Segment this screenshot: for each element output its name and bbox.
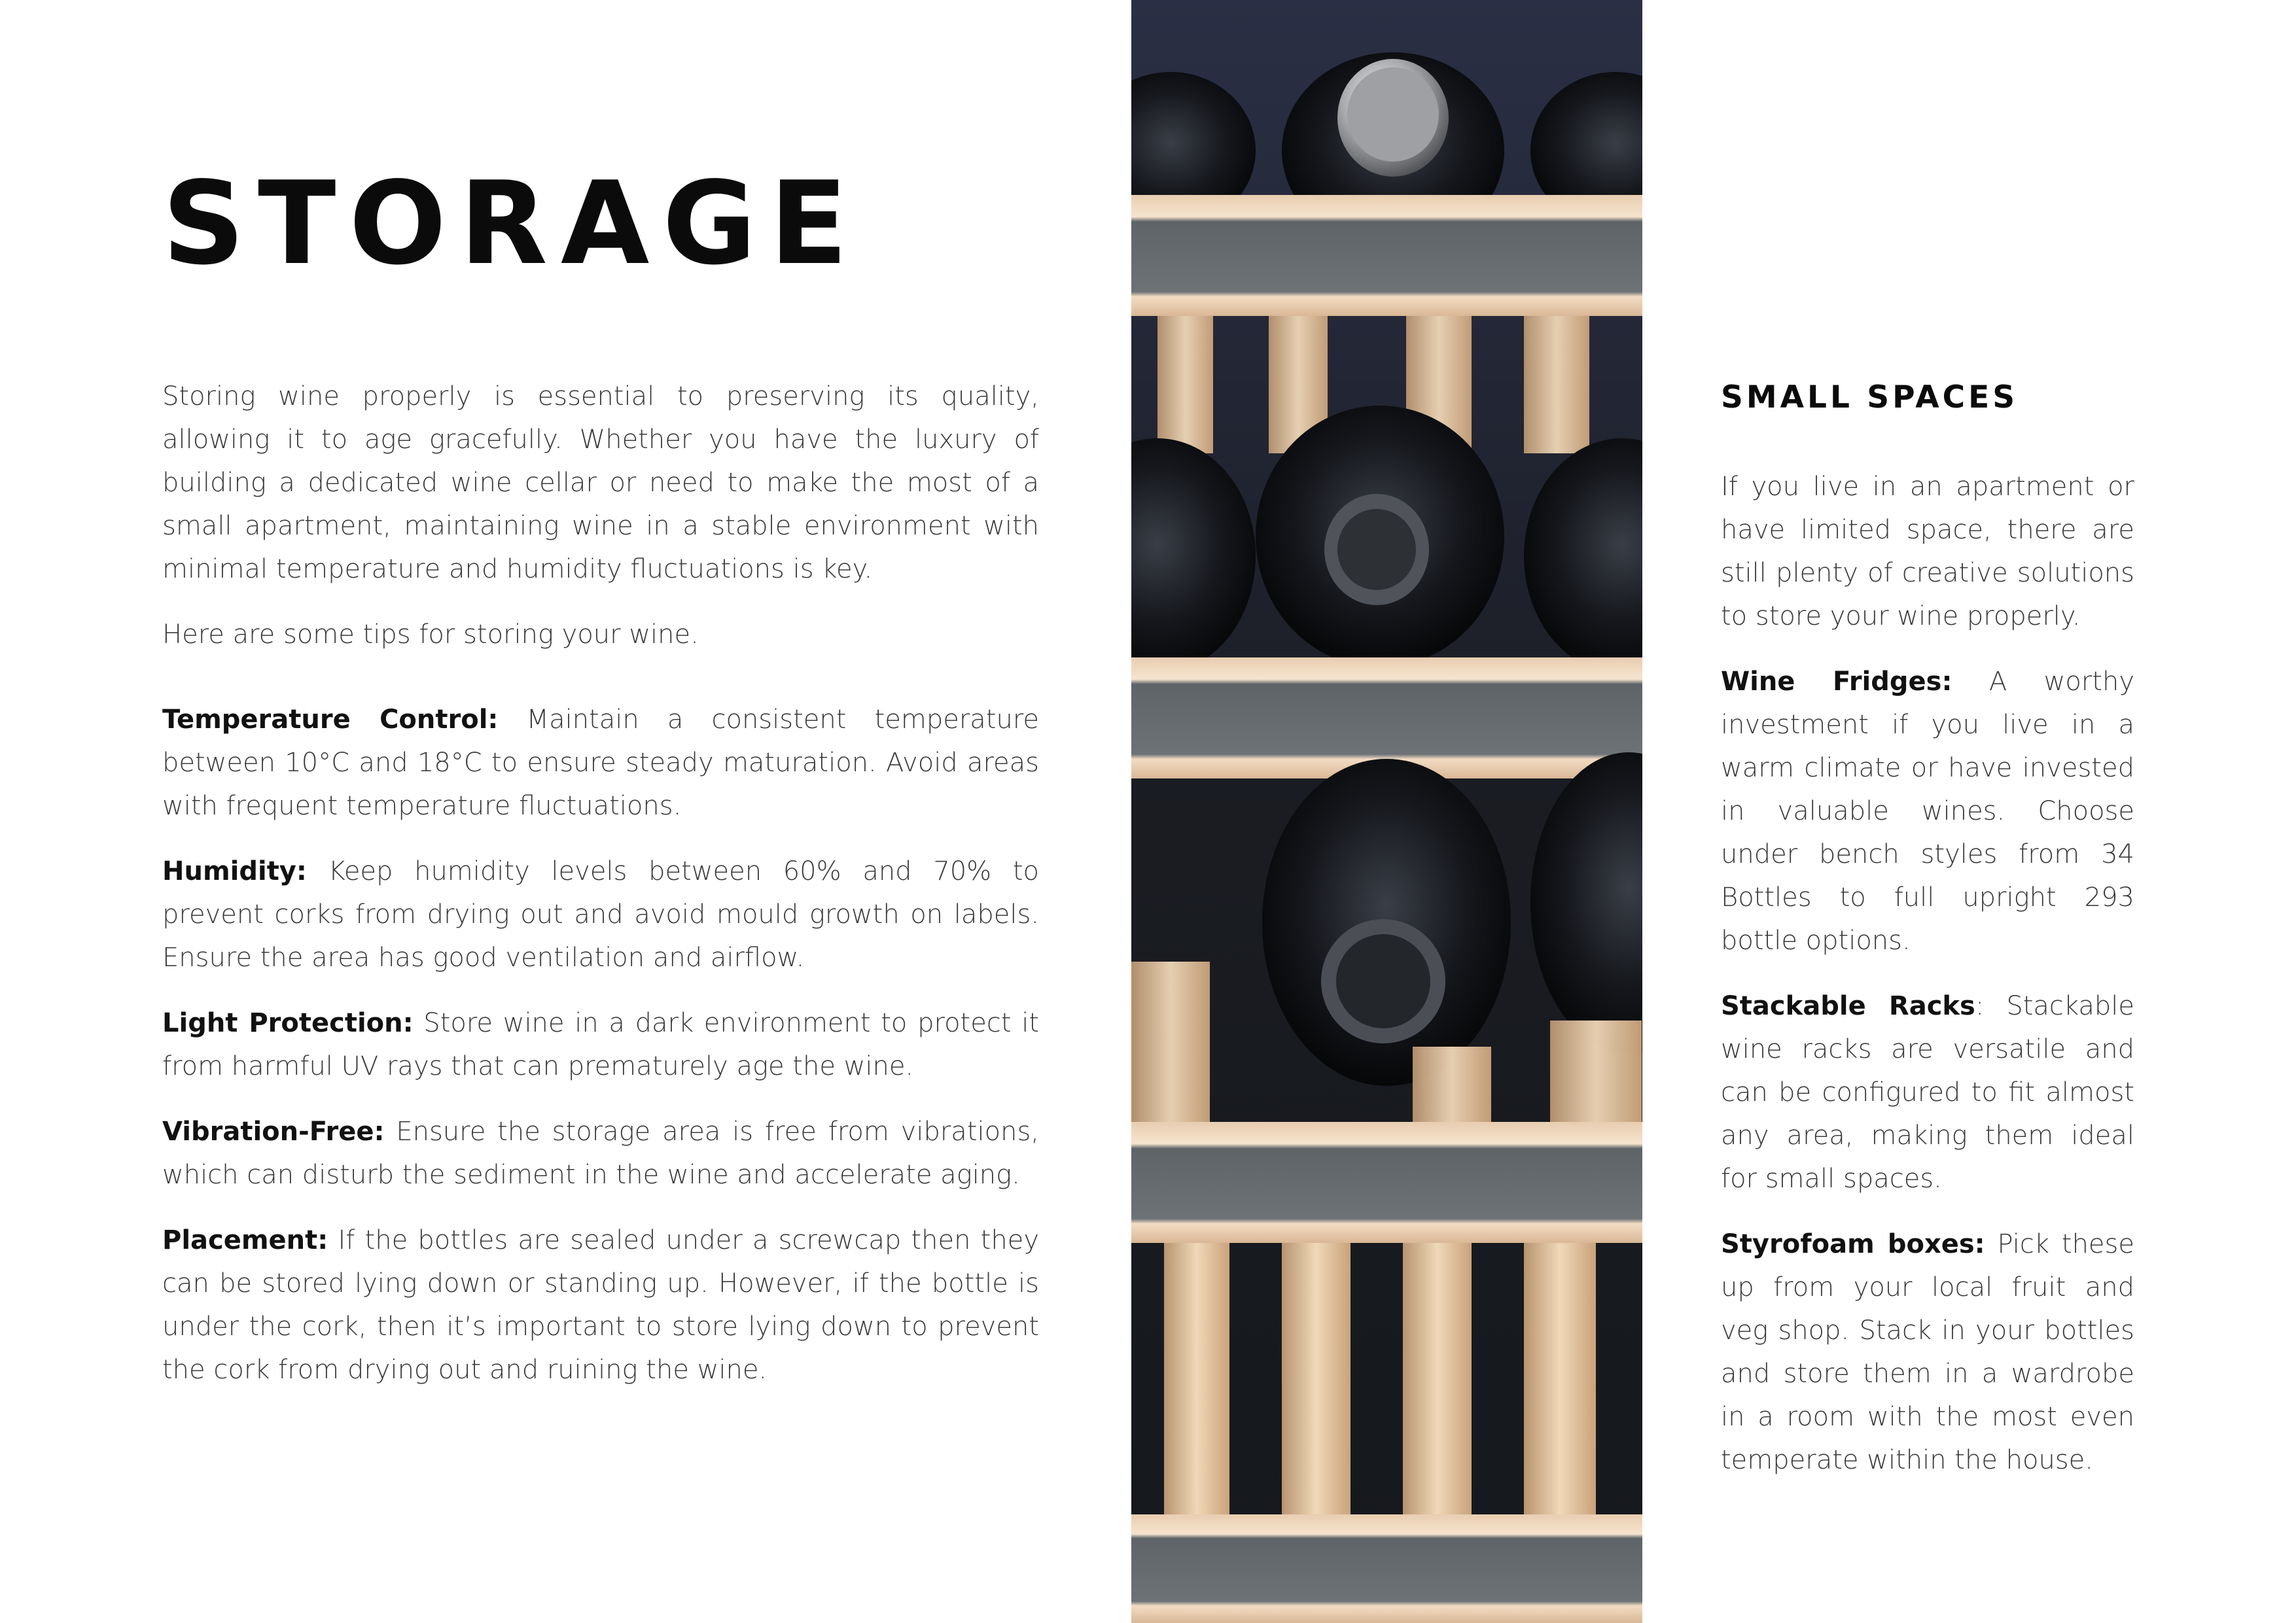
section-heading: SMALL SPACES bbox=[1721, 379, 2019, 415]
intro-paragraph: Storing wine properly is essential to preserving its quality, allowing it to age gracefully. Whether you have the luxury of building a dedicated wine cellar or need to make the most of a small apartment, maintaining wine in a stable environment with minimal temperature and humidity fluctuations is key. bbox=[162, 381, 1039, 584]
tip-term: Placement: bbox=[162, 1225, 328, 1255]
tip-term: Vibration-Free: bbox=[162, 1117, 385, 1147]
tip-placement bbox=[162, 1219, 1039, 1391]
tip-text: Ensure the storage area is free from vibrations, which can disturb the sediment in the wine and accelerate aging. bbox=[162, 1117, 1039, 1190]
wine-rack-illustration bbox=[1131, 0, 1642, 1623]
tip-vibration bbox=[162, 1110, 1039, 1196]
tip-text: If the bottles are sealed under a screwcap then they can be stored lying down or standing up. However, if the bottle is under the cork, then it’s important to store lying down to prevent the cork from drying out and ruining the wine. bbox=[162, 1225, 1039, 1385]
tip-text: Maintain a consistent temperature between 10°C and 18°C to ensure steady maturation. Avoid areas with frequent temperature fluctuations. bbox=[162, 705, 1039, 821]
storage-body bbox=[162, 375, 1039, 1414]
item-styrofoam-boxes bbox=[1721, 1223, 2134, 1482]
tip-text: Store wine in a dark environment to protect it from harmful UV rays that can prematurely age the wine. bbox=[162, 1008, 1039, 1081]
item-stackable-racks bbox=[1721, 985, 2134, 1200]
item-term: Styrofoam boxes: bbox=[1721, 1229, 1985, 1259]
tip-humidity bbox=[162, 850, 1039, 979]
small-spaces-body bbox=[1721, 465, 2134, 1482]
wine-fridge-photo bbox=[1131, 0, 1642, 1623]
page-title: STORAGE bbox=[162, 158, 861, 290]
item-term: Stackable Racks bbox=[1721, 991, 1975, 1021]
item-wine-fridges bbox=[1721, 660, 2134, 962]
tip-temperature bbox=[162, 698, 1039, 828]
item-text: : Stackable wine racks are versatile and can be configured to fit almost any area, making them ideal for small spaces. bbox=[1721, 991, 2134, 1194]
tip-term: Humidity: bbox=[162, 856, 307, 886]
tip-light-protection bbox=[162, 1002, 1039, 1088]
item-text: Pick these up from your local fruit and veg shop. Stack in your bottles and store them in a wardrobe in a room with the most even temperate within the house. bbox=[1721, 1229, 2134, 1475]
small-spaces-section bbox=[1721, 376, 2134, 1504]
intro-tips-lead: Here are some tips for storing your wine. bbox=[162, 620, 699, 650]
tip-text: Keep humidity levels between 60% and 70% to prevent corks from drying out and avoid mould growth on labels. Ensure the area has good ventilation and airflow. bbox=[162, 856, 1039, 973]
small-spaces-intro: If you live in an apartment or have limited space, there are still plenty of creative solutions to store your wine properly. bbox=[1721, 472, 2134, 631]
item-term: Wine Fridges: bbox=[1721, 667, 1952, 697]
tip-term: Temperature Control: bbox=[162, 705, 499, 735]
tip-term: Light Protection: bbox=[162, 1008, 414, 1038]
item-text: A worthy investment if you live in a warm climate or have invested in valuable wines. Choose under bench styles from 34 Bottles to full upright 293 bottle options. bbox=[1721, 667, 2134, 956]
